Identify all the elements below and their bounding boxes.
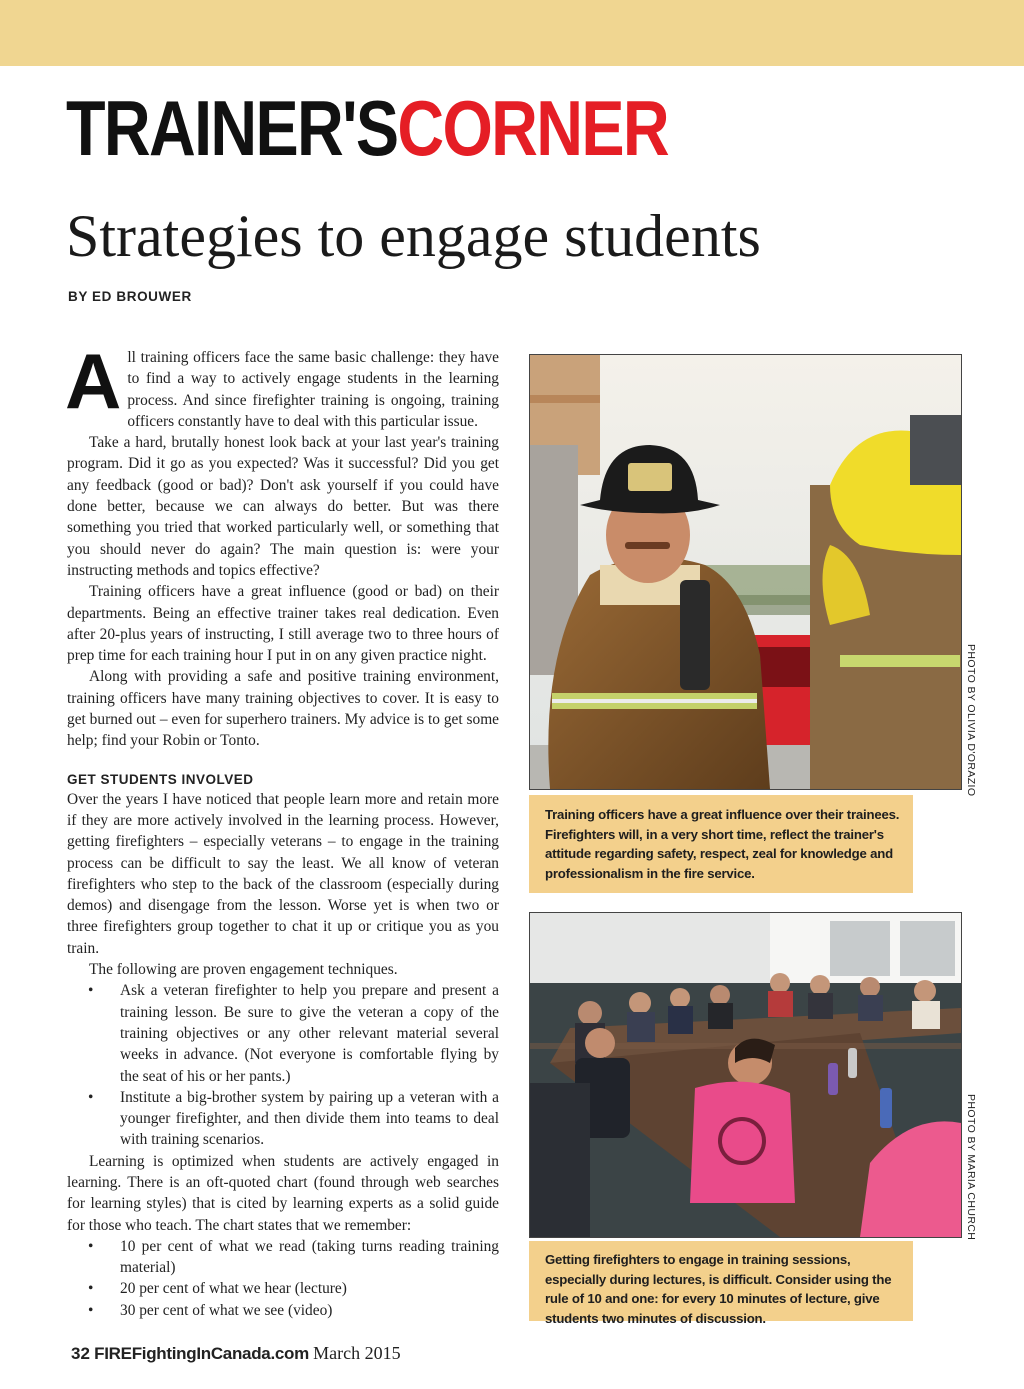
page-footer xyxy=(71,1343,401,1364)
bullet-list-remember xyxy=(67,1236,499,1321)
photo-credit: PHOTO BY MARIA CHURCH xyxy=(965,1094,977,1241)
paragraph: Learning is optimized when students are actively engaged in learning. There is an oft-quoted chart (found through web searches for learning styles) that is cited by learning experts as a solid guide for those who teach. The chart states that we remember: xyxy=(67,1152,499,1234)
photo-caption: Training officers have a great influence over their trainees. Firefighters will, in a very short time, reflect the trainer's attitude regarding safety, respect, zeal for knowledge and professionalism in the fire service. xyxy=(529,795,913,893)
drop-cap: A xyxy=(65,337,122,425)
paragraph: Along with providing a safe and positive training environment, training officers have many training objectives to cover. It is easy to get burned out – even for superhero trainers. My advice is to get some help; find your Robin or Tonto. xyxy=(67,668,499,750)
paragraph: The following are proven engagement techniques. xyxy=(89,961,398,979)
photo-credit: PHOTO BY OLIVIA D'ORAZIO xyxy=(965,644,977,797)
firefighter-photo-icon xyxy=(530,355,961,789)
section-header xyxy=(66,86,668,170)
firefighter-photo xyxy=(529,354,962,790)
list-item: • 30 per cent of what we see (video) xyxy=(67,1300,499,1321)
website-name: FIREFightingInCanada.com xyxy=(94,1344,309,1363)
paragraph-intro-text: ll training officers face the same basic challenge: they have to find a way to actively engage students in the learning process. And since firefighter training is ongoing, training officers constantly have to deal with this particular issue. xyxy=(127,349,499,430)
list-item: • Ask a veteran firefighter to help you prepare and present a training lesson. Be sure to give the veteran a copy of the training objectives or any other relevant material several weeks in advance. (Not everyone is comfortable flying by the seat of his or her pants.) xyxy=(67,980,499,1086)
top-color-band xyxy=(0,0,1024,66)
list-item: • 20 per cent of what we hear (lecture) xyxy=(67,1278,499,1299)
page-number: 32 xyxy=(71,1344,90,1363)
list-item: • Institute a big-brother system by pairing up a veteran with a younger firefighter, and then divide them into teams to deal with training scenarios. xyxy=(67,1087,499,1151)
subheading: GET STUDENTS INVOLVED xyxy=(67,771,254,787)
issue-date: March 2015 xyxy=(313,1343,401,1363)
paragraph-intro xyxy=(65,337,499,432)
paragraph: Over the years I have noticed that people learn more and retain more if they are more actively involved in the learning process. However, getting firefighters – especially veterans – to engage in the training process can be difficult to say the least. We all know of veteran firefighters who step to the back of the classroom (especially during demos) and disengage from the lesson. Worse yet is when two or three firefighters group together to chat it up or critique you as you train. xyxy=(67,790,499,957)
article-body xyxy=(65,337,499,1321)
section-header-trainers: TRAINER'S xyxy=(66,84,398,172)
paragraph: Take a hard, brutally honest look back at your last year's training program. Did it go as you expected? Was it successful? Did you get any feedback (good or bad)? Don't ask yourself if you could have done better, because we can always do better. But was there something you tried that worked particularly well, or something that you should never do again? The main question is: were your instructing methods and topics effective? xyxy=(67,434,499,579)
classroom-photo xyxy=(529,912,962,1238)
article-title: Strategies to engage students xyxy=(66,203,761,269)
list-item: • 10 per cent of what we read (taking turns reading training material) xyxy=(67,1236,499,1279)
bullet-list-techniques xyxy=(67,980,499,1150)
section-header-corner: CORNER xyxy=(397,84,668,172)
paragraph: Training officers have a great influence (good or bad) on their departments. Being an effective trainer takes real dedication. Even after 20-plus years of instructing, I still average two to three hours of prep time for each training hour I put in on any given practice night. xyxy=(67,583,499,665)
classroom-photo-icon xyxy=(530,913,961,1237)
article-byline: BY ED BROUWER xyxy=(68,289,192,304)
photo-caption: Getting firefighters to engage in training sessions, especially during lectures, is difficult. Consider using the rule of 10 and one: for every 10 minutes of lecture, give students two minutes of discussion. xyxy=(529,1241,913,1321)
